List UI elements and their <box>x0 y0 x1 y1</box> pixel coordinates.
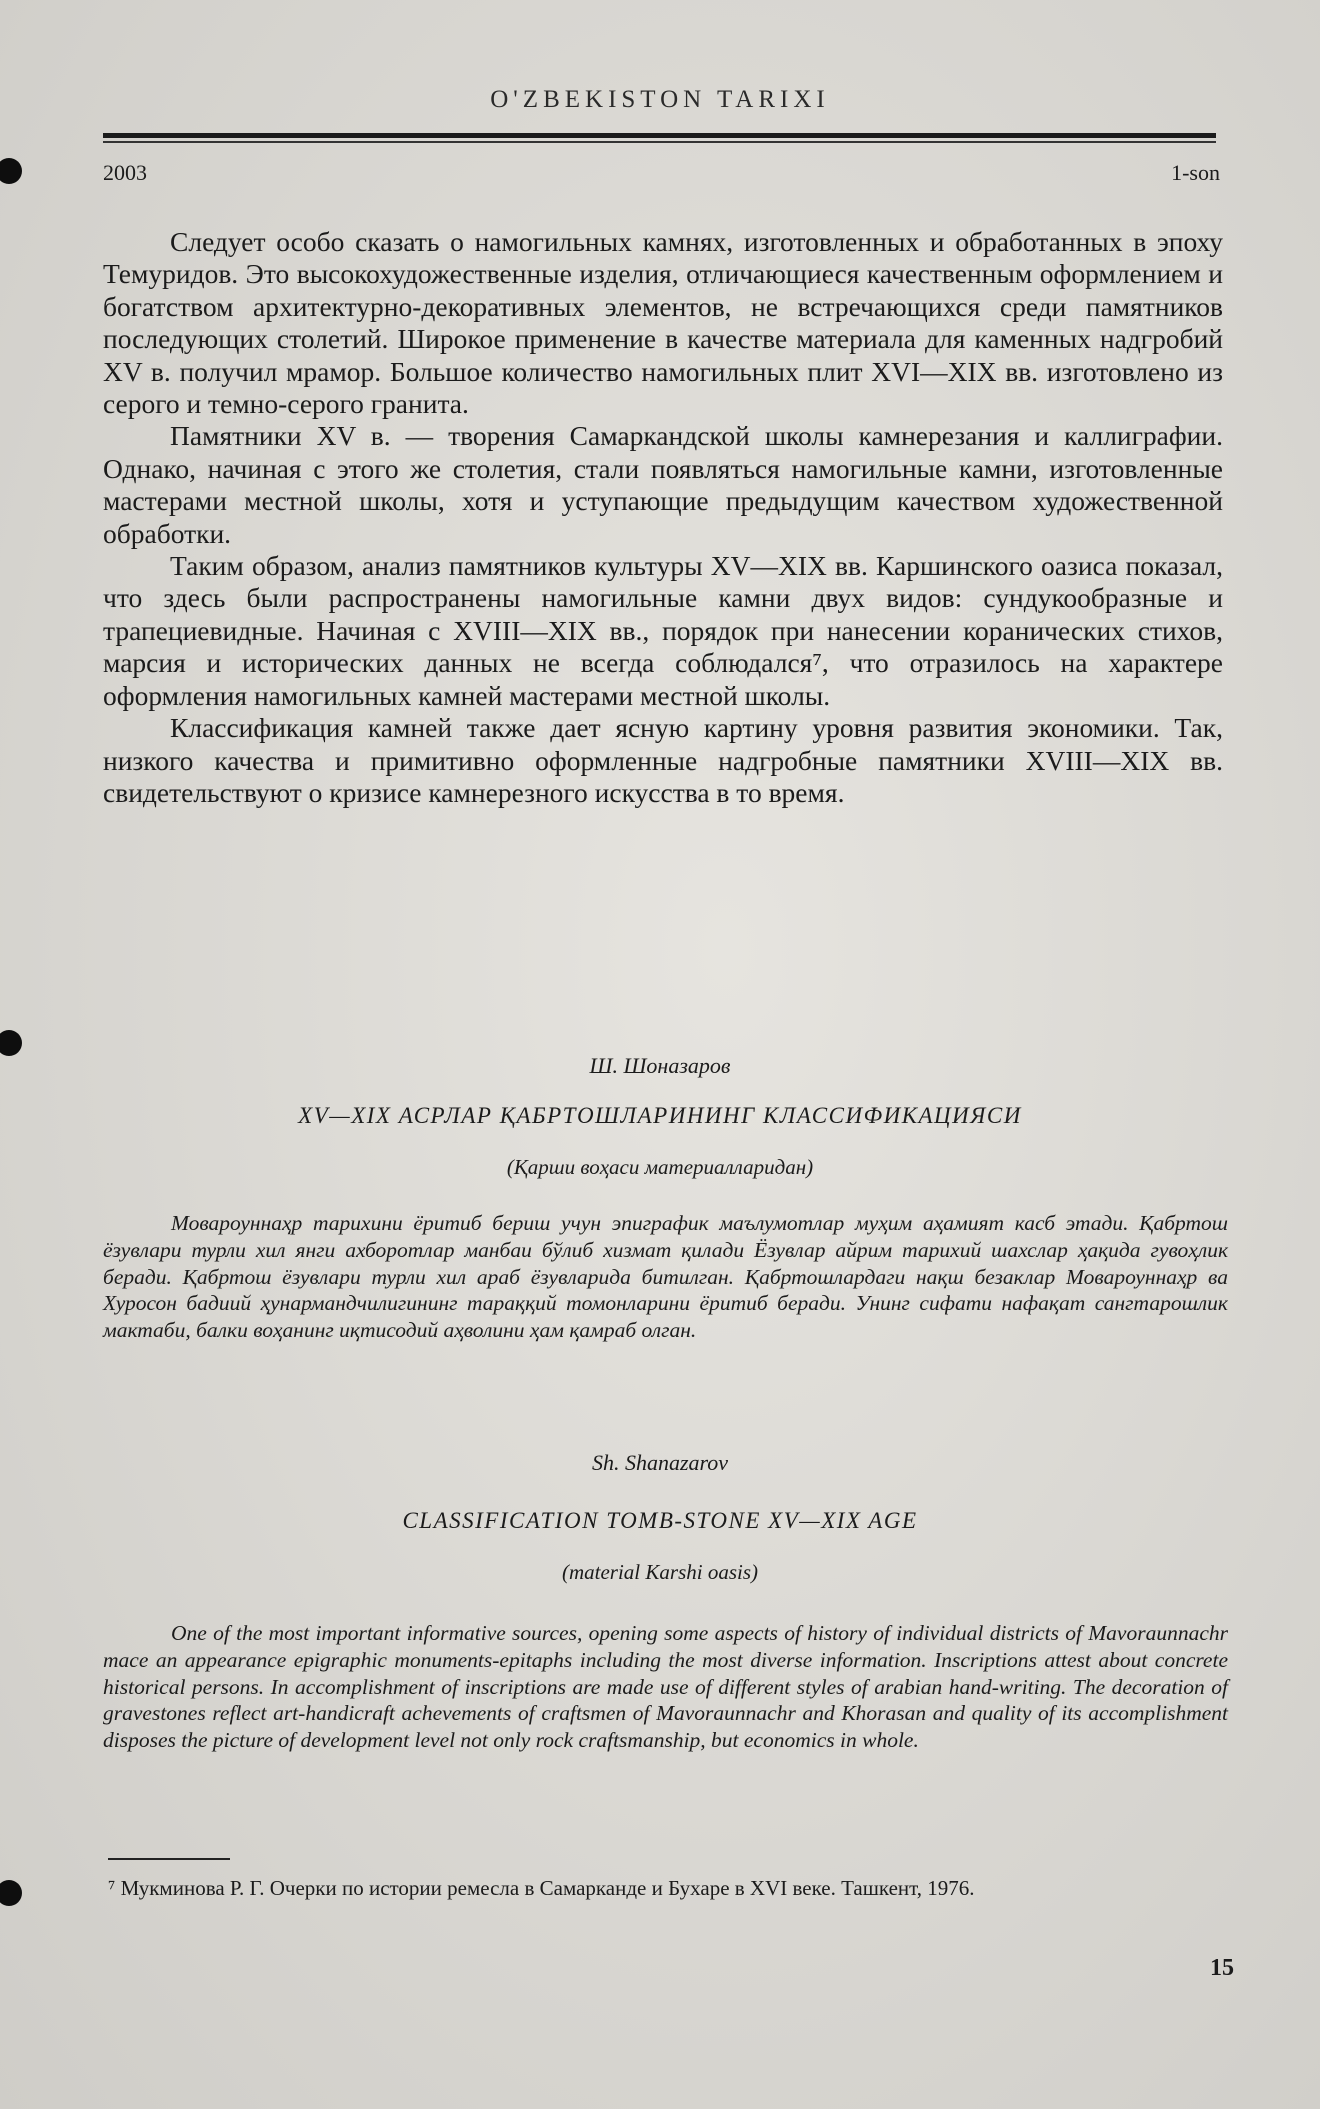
summary-author-en: Sh. Shanazarov <box>591 1450 729 1475</box>
paragraph: Классификация камней также дает ясную картину уровня развития экономики. Так, низкого качества и примитивно оформленные надгробные памятники XVIII—XIX вв. свидетельствуют о кризисе камнерезного искусства в то время. <box>103 712 1223 808</box>
header-rule <box>103 141 1216 143</box>
summary-title-en: CLASSIFICATION TOMB-STONE XV—XIX AGE <box>402 1508 918 1533</box>
paragraph: Памятники XV в. — творения Самаркандской школы камнерезания и каллиграфии. Однако, начиная с этого же столетия, стали появляться намогильные камни, изготовленные мастерами местной школы, хотя и уступающие предыдущим качеством художественной обработки. <box>103 420 1223 549</box>
header-rule <box>103 133 1216 138</box>
issue-number: 1-son <box>1171 160 1220 185</box>
summary-paragraph: Мовароуннаҳр тарихини ёритиб бериш учун эпиграфик маълумотлар муҳим аҳамият касб этади. Қабртош ёзувлари турли хил янги ахборотлар манбаи бўлиб хизмат қилади Ёзувлар айрим тарихий шахслар ҳақида гувоҳлик беради. Қабртош ёзувлари турли хил араб ёзувларида битилган. Қабртошлардаги нақш безаклар Мовароуннаҳр ва Хуросон бадиий ҳунармандчилигининг тараққий томонларини ёритиб беради. Унинг сифати нафақат сангтарошлик мактаби, балки воҳанинг иқтисодий аҳволини ҳам қамраб олган. <box>103 1211 1228 1343</box>
binder-hole <box>0 158 22 184</box>
page-number: 15 <box>1210 1955 1234 1981</box>
summary-text-en <box>103 1620 1228 1754</box>
footnote: ⁷ Мукминова Р. Г. Очерки по истории ремесла в Самарканде и Бухаре в XVI веке. Ташкент, 1976. <box>108 1876 975 1900</box>
summary-subtitle-uz: (Қарши воҳаси материалларидан) <box>506 1155 814 1179</box>
summary-subtitle-en: (material Karshi oasis) <box>561 1560 758 1584</box>
summary-paragraph: One of the most important informative sources, opening some aspects of history of individual districts of Mavoraunnachr mace an appearance epigraphic monuments-epitaphs including the most diverse information. Inscriptions attest about concrete historical persons. In accomplishment of inscriptions are made use of different styles of arabian hand-writing. The decoration of gravestones reflect art-handicraft achevements of craftsmen of Mavoraunnachr and Khorasan and quality of its accomplishment disposes the picture of development level not only rock craftsmanship, but economics in whole. <box>103 1621 1228 1753</box>
journal-title: O'ZBEKISTON TARIXI <box>490 86 830 113</box>
year: 2003 <box>103 160 147 185</box>
summary-title-uz: XV—XIX АСРЛАР ҚАБРТОШЛАРИНИНГ КЛАССИФИКАЦИЯСИ <box>298 1103 1022 1128</box>
paragraph: Таким образом, анализ памятников культуры XV—XIX вв. Каршинского оазиса показал, что здесь были распространены намогильные камни двух видов: сундукообразные и трапециевидные. Начиная с XVIII—XIX вв., порядок при нанесении коранических стихов, марсия и исторических данных не всегда соблюдался⁷, что отразилось на характере оформления намогильных камней мастерами местной школы. <box>103 550 1223 711</box>
paragraph: Следует особо сказать о намогильных камнях, изготовленных и обработанных в эпоху Темуридов. Это высокохудожественные изделия, отличающиеся качественным оформлением и богатством архитектурно-декоративных элементов, не встречающихся среди памятников последующих столетий. Широкое применение в качестве материала для каменных надгробий XV в. получил мрамор. Большое количество намогильных плит XVI—XIX вв. изготовлено из серого и темно-серого гранита. <box>103 226 1223 420</box>
binder-hole <box>0 1880 22 1906</box>
article-body <box>103 226 1223 809</box>
summary-text-uz <box>103 1210 1228 1344</box>
summary-author-uz: Ш. Шоназаров <box>589 1053 731 1078</box>
footnote-divider <box>108 1858 230 1860</box>
